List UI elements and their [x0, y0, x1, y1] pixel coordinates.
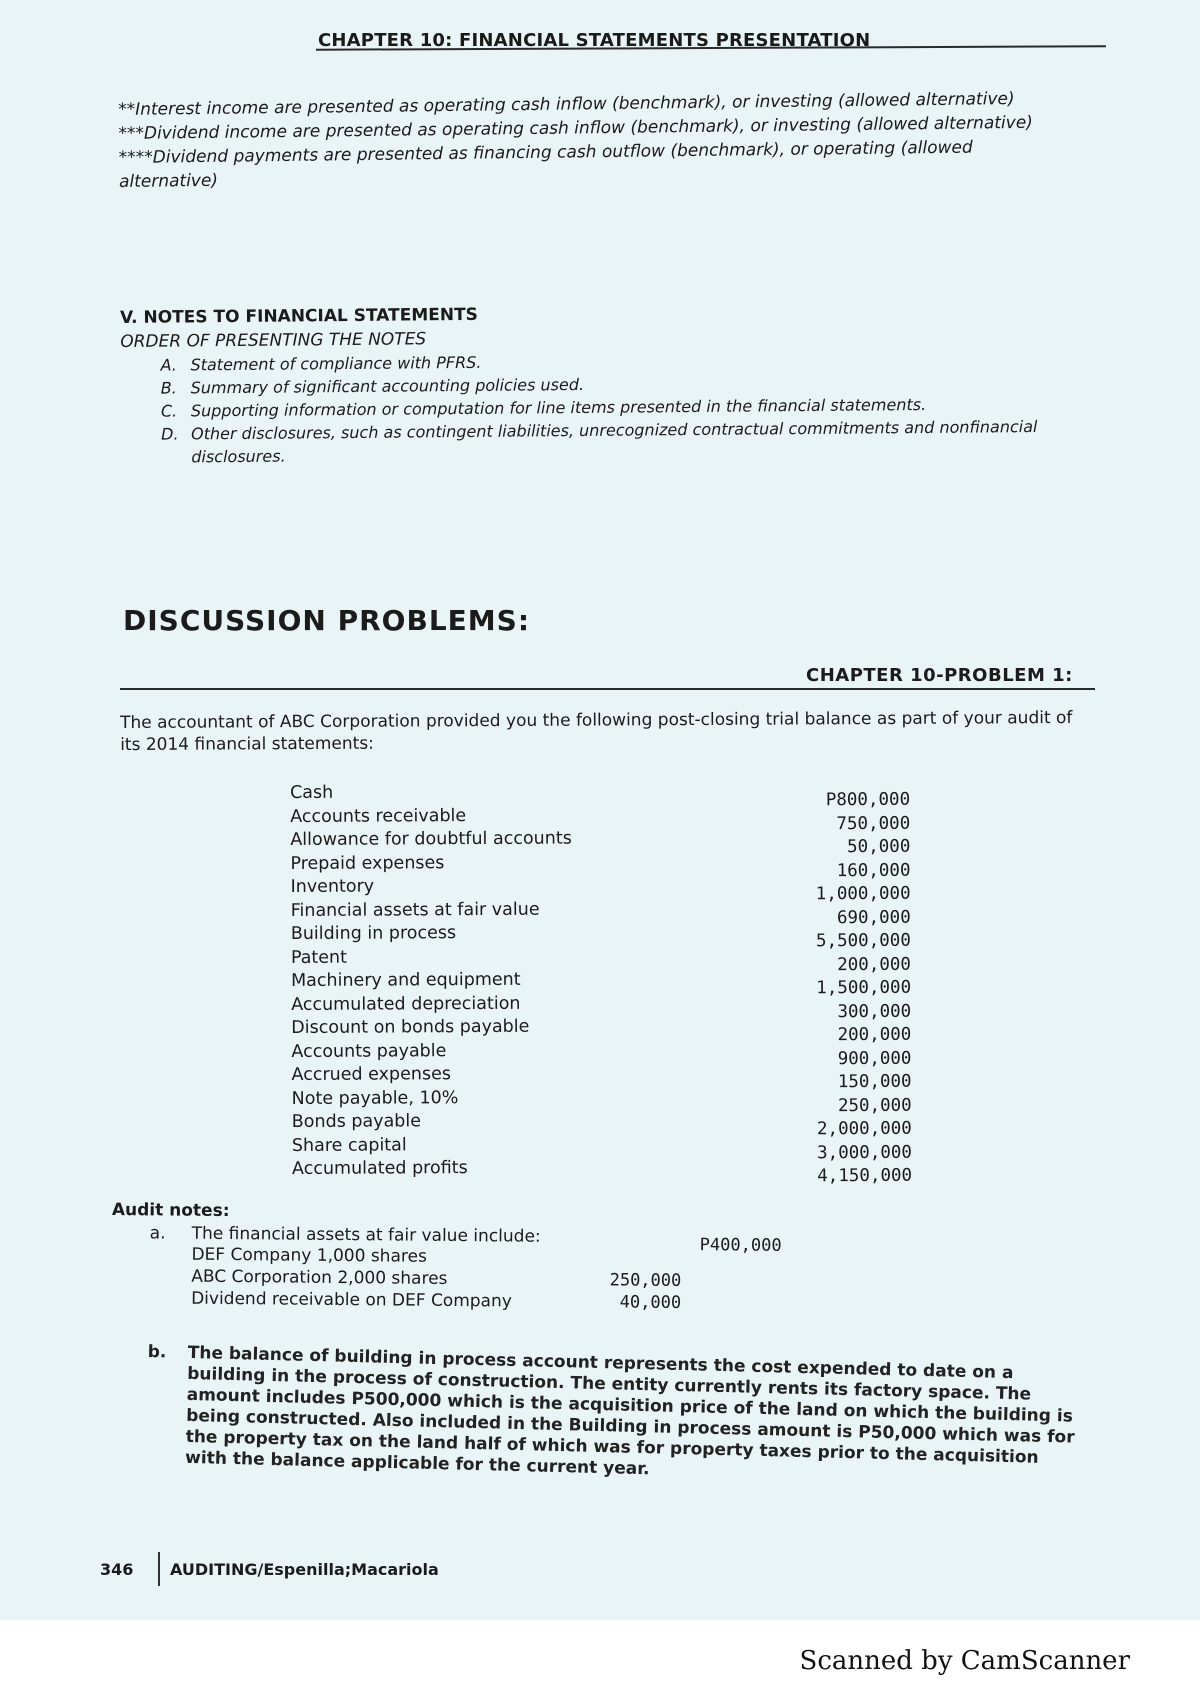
table-row — [291, 1062, 912, 1093]
table-row — [291, 1015, 912, 1046]
account-name: Accumulated profits — [291, 1158, 468, 1179]
problem-label: CHAPTER 10-PROBLEM 1: — [806, 665, 1073, 686]
table-row — [291, 1085, 912, 1116]
fa-name: ABC Corporation 2,000 shares — [191, 1266, 448, 1289]
table-row — [290, 803, 911, 834]
account-name: Bonds payable — [291, 1111, 422, 1132]
audit-note-b — [147, 1342, 1080, 1491]
account-name: Accrued expenses — [291, 1064, 452, 1085]
account-amount: 200,000 — [837, 1024, 912, 1046]
trial-balance — [290, 780, 913, 1187]
list-letter: D. — [161, 424, 179, 444]
table-row — [290, 921, 911, 952]
account-name: Inventory — [290, 876, 375, 897]
account-amount: 300,000 — [837, 1001, 912, 1022]
account-amount: 750,000 — [836, 813, 911, 834]
notes-order-list — [120, 346, 1091, 469]
account-name: Accumulated depreciation — [291, 993, 521, 1015]
table-row — [290, 968, 912, 999]
fa-value: P400,000 — [699, 1235, 782, 1256]
account-amount: 1,500,000 — [816, 977, 912, 999]
problem-rule — [120, 688, 1095, 690]
account-amount: 50,000 — [847, 836, 911, 858]
note-dividend-income: ***Dividend income are presented as operating cash inflow (benchmark), or investing (allowed alternative) — [118, 112, 1033, 144]
camscanner-watermark: Scanned by CamScanner — [799, 1646, 1130, 1676]
fa-name: DEF Company 1,000 shares — [191, 1244, 427, 1267]
account-amount: P800,000 — [825, 789, 911, 811]
account-name: Machinery and equipment — [290, 969, 521, 991]
audit-notes — [111, 1198, 1092, 1319]
note-text: The balance of building in process account represents the cost expended to date on a building in the process of construction. The entity currently rents its factory space. The amount includes P500,000 which is the acquisition price of the land on which the building is being constructed. Also included in the Building in process amount is P50,000 which was for the property tax on the land half of which was for property taxes prior to the acquisition with the balance applicable for the current year. — [184, 1342, 1075, 1480]
cash-flow-notes — [118, 86, 1069, 194]
list-text: Supporting information or computation for line items presented in the financial statements. — [190, 394, 927, 421]
audit-notes-heading: Audit notes: — [111, 1199, 230, 1222]
note-text: The financial assets at fair value include: — [191, 1223, 541, 1247]
account-name: Cash — [290, 782, 334, 803]
account-name: Prepaid expenses — [290, 852, 445, 874]
account-name: Allowance for doubtful accounts — [290, 828, 572, 850]
account-amount: 4,150,000 — [817, 1165, 913, 1187]
note-dividend-payments: ****Dividend payments are presented as financing cash outflow (benchmark), or operating (allowed alternative) — [118, 137, 973, 192]
list-text: Other disclosures, such as contingent liabilities, unrecognized contractual commitments and nonfinancial disclosures. — [191, 416, 1038, 467]
list-letter: B. — [160, 378, 177, 398]
table-row — [291, 1109, 912, 1140]
account-name: Financial assets at fair value — [290, 899, 540, 921]
account-amount: 3,000,000 — [817, 1142, 912, 1163]
table-row — [290, 827, 911, 858]
problem-intro: The accountant of ABC Corporation provided you the following post-closing trial balance as part of your audit of its 2014 financial statements: — [120, 708, 1073, 755]
page-footer — [100, 1552, 439, 1586]
account-amount: 690,000 — [836, 907, 911, 928]
list-letter: C. — [160, 401, 178, 421]
list-item — [161, 415, 1091, 469]
account-amount: 250,000 — [837, 1095, 912, 1116]
page-number: 346 — [100, 1559, 134, 1579]
table-row — [290, 874, 911, 905]
account-name: Discount on bonds payable — [291, 1016, 530, 1038]
section-notes-to-fs — [120, 298, 1091, 469]
section-subheading: ORDER OF PRESENTING THE NOTES — [120, 329, 427, 352]
table-row — [291, 1038, 912, 1069]
account-name: Accounts payable — [291, 1040, 447, 1062]
account-name: Share capital — [291, 1134, 407, 1156]
account-amount: 1,000,000 — [815, 883, 911, 905]
book-title: AUDITING/Espenilla;Macariola — [170, 1559, 439, 1579]
fa-value: 40,000 — [619, 1292, 682, 1313]
list-text: Summary of significant accounting policies used. — [190, 374, 585, 398]
note-interest: **Interest income are presented as operating cash inflow (benchmark), or investing (allowed alternative) — [118, 89, 1015, 120]
account-amount: 200,000 — [837, 954, 912, 975]
account-name: Note payable, 10% — [291, 1087, 459, 1109]
account-name: Building in process — [290, 923, 457, 944]
account-name: Patent — [290, 947, 348, 968]
account-name: Accounts receivable — [290, 805, 467, 827]
table-row — [290, 780, 911, 811]
fa-value: 250,000 — [609, 1270, 682, 1291]
discussion-title: DISCUSSION PROBLEMS: — [123, 604, 531, 637]
account-amount: 160,000 — [836, 860, 911, 881]
footer-divider — [158, 1552, 160, 1586]
account-amount: 150,000 — [837, 1071, 912, 1093]
account-amount: 900,000 — [837, 1048, 912, 1069]
account-amount: 2,000,000 — [816, 1118, 912, 1140]
note-letter: a. — [149, 1223, 166, 1244]
list-text: Statement of compliance with PFRS. — [190, 352, 482, 375]
chapter-header: CHAPTER 10: FINANCIAL STATEMENTS PRESENTATION — [318, 30, 871, 51]
fa-name: Dividend receivable on DEF Company — [191, 1288, 512, 1312]
note-letter: b. — [147, 1341, 167, 1363]
account-amount: 5,500,000 — [815, 930, 911, 952]
list-letter: A. — [160, 355, 177, 375]
table-row — [290, 850, 911, 881]
section-heading: V. NOTES TO FINANCIAL STATEMENTS — [120, 304, 478, 328]
